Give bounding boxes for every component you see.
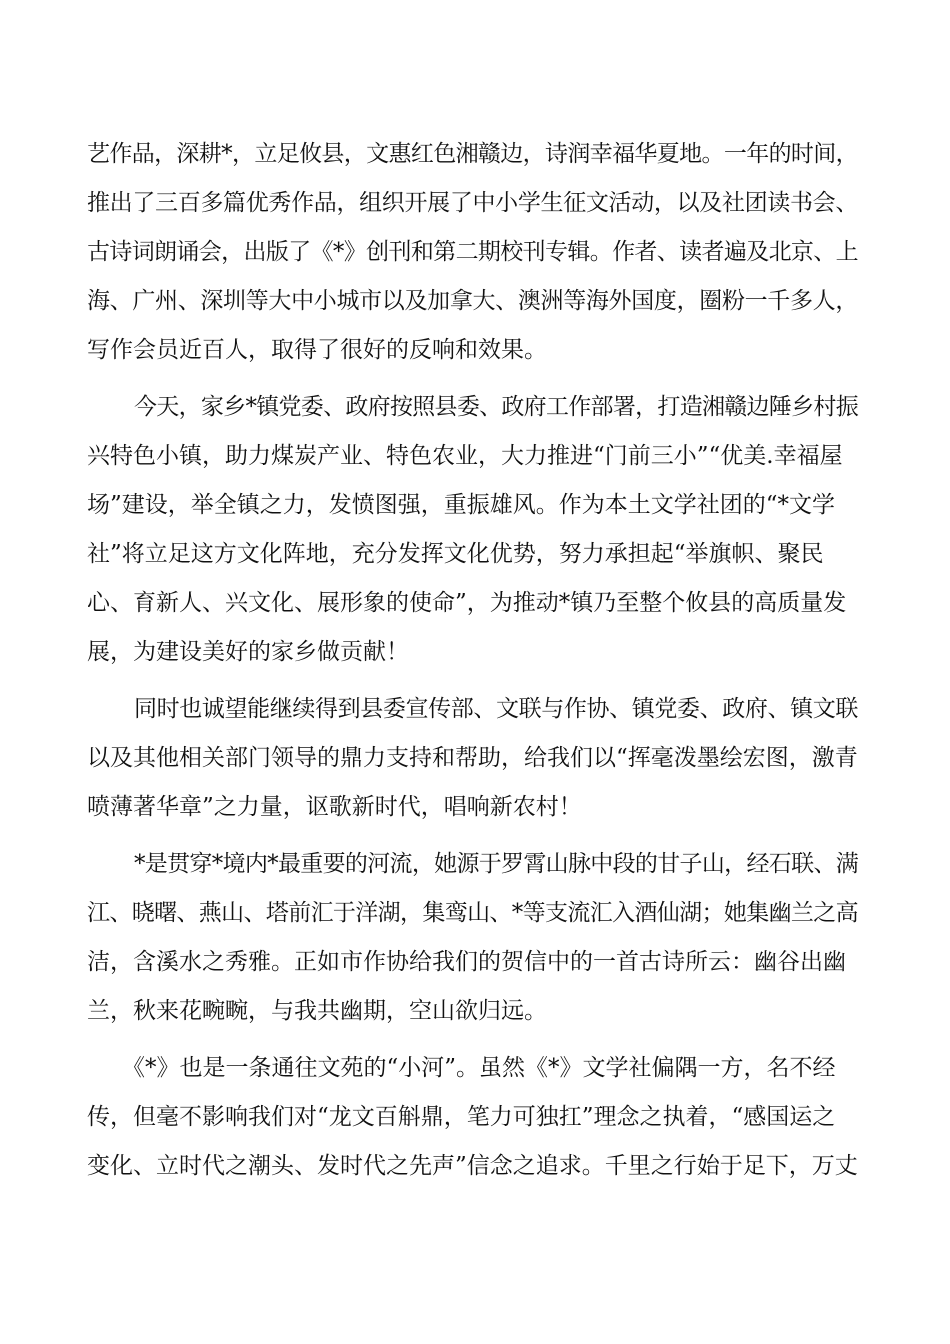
text-line (0, 738, 950, 778)
text-line-content: 以及其他相关部门领导的鼎力支持和帮助，给我们以“挥毫泼墨绘宏图，激青 (87, 745, 858, 771)
text-line-content: 心、育新人、兴文化、展形象的使命”，为推动*镇乃至整个攸县的高质量发 (87, 590, 847, 616)
text-line (0, 183, 950, 223)
text-line-content: 传，但毫不影响我们对“龙文百斛鼎，笔力可独扛”理念之执着，“感国运之 (87, 1104, 836, 1130)
text-line-content: 变化、立时代之潮头、发时代之先声”信念之追求。千里之行始于足下，万丈 (87, 1153, 858, 1179)
text-line-content: 社”将立足这方文化阵地，充分发挥文化优势，努力承担起“举旗帜、聚民 (87, 541, 824, 567)
text-line-content: 今天，家乡*镇党委、政府按照县委、政府工作部署，打造湘赣边陲乡村振 (134, 394, 859, 420)
text-line (0, 232, 950, 272)
text-line-content: 兴特色小镇，助力煤炭产业、特色农业，大力推进“门前三小”“优美.幸福屋 (87, 443, 843, 469)
text-line (0, 1048, 950, 1088)
text-line (0, 134, 950, 174)
text-line (0, 844, 950, 884)
text-line-content: 展，为建设美好的家乡做贡献！ (87, 639, 409, 665)
text-line (0, 942, 950, 982)
text-line-content: 场”建设，举全镇之力，发愤图强，重振雄风。作为本土文学社团的“*文学 (87, 492, 836, 518)
text-line (0, 534, 950, 574)
text-line (0, 330, 950, 370)
text-line-content: 喷薄著华章”之力量，讴歌新时代，唱响新农村！ (87, 794, 582, 820)
text-line (0, 991, 950, 1031)
text-line-content: 兰，秋来花畹畹，与我共幽期，空山欲归远。 (87, 998, 547, 1024)
text-line (0, 1097, 950, 1137)
text-line-content: 《*》也是一条通往文苑的“小河”。虽然《*》文学社偏隅一方，名不经 (122, 1055, 836, 1081)
text-line (0, 893, 950, 933)
text-line (0, 387, 950, 427)
text-line (0, 787, 950, 827)
text-line-content: 推出了三百多篇优秀作品，组织开展了中小学生征文活动，以及社团读书会、 (87, 190, 859, 216)
text-line (0, 1146, 950, 1186)
text-line (0, 436, 950, 476)
text-line-content: 同时也诚望能继续得到县委宣传部、文联与作协、镇党委、政府、镇文联 (134, 696, 858, 722)
text-line-content: 艺作品，深耕*，立足攸县，文惠红色湘赣边，诗润幸福华夏地。一年的时间， (87, 141, 859, 167)
text-line (0, 583, 950, 623)
text-line-content: 写作会员近百人，取得了很好的反响和效果。 (87, 337, 547, 363)
text-line-content: 洁，含溪水之秀雅。正如市作协给我们的贺信中的一首古诗所云：幽谷出幽 (87, 949, 846, 975)
text-line-content: 江、晓曙、燕山、塔前汇于洋湖，集鸾山、*等支流汇入酒仙湖；她集幽兰之高 (87, 900, 859, 926)
text-line (0, 689, 950, 729)
text-line (0, 281, 950, 321)
text-line-content: 海、广州、深圳等大中小城市以及加拿大、澳洲等海外国度，圈粉一千多人， (87, 288, 859, 314)
text-line-content: *是贯穿*境内*最重要的河流，她源于罗霄山脉中段的甘子山，经石联、满 (134, 851, 859, 877)
text-line (0, 632, 950, 672)
text-line-content: 古诗词朗诵会，出版了《*》创刊和第二期校刊专辑。作者、读者遍及北京、上 (87, 239, 859, 265)
text-line (0, 485, 950, 525)
